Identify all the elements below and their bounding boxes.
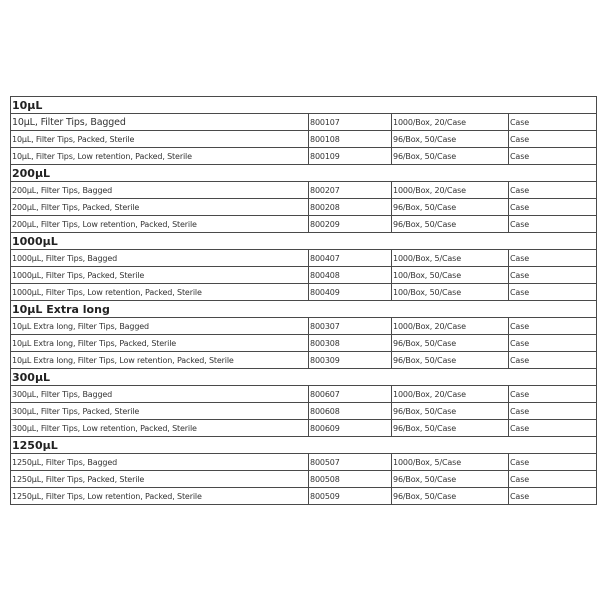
catalog-number: 800307 — [309, 318, 392, 335]
pack-size: 1000/Box, 20/Case — [392, 182, 509, 199]
product-description: 200µL, Filter Tips, Packed, Sterile — [11, 199, 309, 216]
table-row — [11, 420, 597, 437]
product-description: 1250µL, Filter Tips, Packed, Sterile — [11, 471, 309, 488]
pack-size: 100/Box, 50/Case — [392, 284, 509, 301]
product-description: 200µL, Filter Tips, Low retention, Packed, Sterile — [11, 216, 309, 233]
pack-size: 96/Box, 50/Case — [392, 488, 509, 505]
catalog-number: 800409 — [309, 284, 392, 301]
table-row — [11, 199, 597, 216]
section-header-row — [11, 165, 597, 182]
pack-size: 96/Box, 50/Case — [392, 199, 509, 216]
table-row — [11, 216, 597, 233]
table-row — [11, 182, 597, 199]
product-description: 10µL, Filter Tips, Packed, Sterile — [11, 131, 309, 148]
sales-unit: Case — [509, 318, 597, 335]
pack-size: 1000/Box, 20/Case — [392, 318, 509, 335]
sales-unit: Case — [509, 420, 597, 437]
section-title: 1250µL — [11, 437, 597, 454]
table-row — [11, 250, 597, 267]
product-description: 1000µL, Filter Tips, Low retention, Packed, Sterile — [11, 284, 309, 301]
catalog-number: 800207 — [309, 182, 392, 199]
table-row — [11, 352, 597, 369]
table-row — [11, 114, 597, 131]
sales-unit: Case — [509, 267, 597, 284]
catalog-number: 800408 — [309, 267, 392, 284]
section-header-row — [11, 233, 597, 250]
sales-unit: Case — [509, 216, 597, 233]
catalog-number: 800607 — [309, 386, 392, 403]
sales-unit: Case — [509, 131, 597, 148]
catalog-number: 800609 — [309, 420, 392, 437]
sales-unit: Case — [509, 471, 597, 488]
product-description: 10µL Extra long, Filter Tips, Bagged — [11, 318, 309, 335]
product-description: 300µL, Filter Tips, Packed, Sterile — [11, 403, 309, 420]
table-row — [11, 454, 597, 471]
sales-unit: Case — [509, 148, 597, 165]
table-row — [11, 471, 597, 488]
sales-unit: Case — [509, 114, 597, 131]
product-description: 300µL, Filter Tips, Low retention, Packed, Sterile — [11, 420, 309, 437]
sales-unit: Case — [509, 335, 597, 352]
section-header-row — [11, 369, 597, 386]
product-description: 10µL Extra long, Filter Tips, Low retention, Packed, Sterile — [11, 352, 309, 369]
product-description: 1250µL, Filter Tips, Low retention, Packed, Sterile — [11, 488, 309, 505]
catalog-number: 800507 — [309, 454, 392, 471]
product-description: 200µL, Filter Tips, Bagged — [11, 182, 309, 199]
pack-size: 96/Box, 50/Case — [392, 420, 509, 437]
catalog-number: 800109 — [309, 148, 392, 165]
pack-size: 1000/Box, 5/Case — [392, 454, 509, 471]
product-catalog-table — [10, 96, 597, 505]
pack-size: 100/Box, 50/Case — [392, 267, 509, 284]
section-header-row — [11, 437, 597, 454]
section-title: 10µL Extra long — [11, 301, 597, 318]
pack-size: 1000/Box, 20/Case — [392, 386, 509, 403]
sales-unit: Case — [509, 182, 597, 199]
section-title: 300µL — [11, 369, 597, 386]
catalog-body — [11, 97, 597, 505]
sales-unit: Case — [509, 284, 597, 301]
pack-size: 96/Box, 50/Case — [392, 352, 509, 369]
table-row — [11, 131, 597, 148]
table-row — [11, 488, 597, 505]
pack-size: 96/Box, 50/Case — [392, 148, 509, 165]
catalog-number: 800608 — [309, 403, 392, 420]
sales-unit: Case — [509, 488, 597, 505]
pack-size: 96/Box, 50/Case — [392, 335, 509, 352]
section-title: 10µL — [11, 97, 597, 114]
sales-unit: Case — [509, 199, 597, 216]
catalog-number: 800209 — [309, 216, 392, 233]
sales-unit: Case — [509, 250, 597, 267]
section-title: 1000µL — [11, 233, 597, 250]
sales-unit: Case — [509, 352, 597, 369]
product-description: 300µL, Filter Tips, Bagged — [11, 386, 309, 403]
sales-unit: Case — [509, 454, 597, 471]
table-row — [11, 148, 597, 165]
section-header-row — [11, 301, 597, 318]
table-row — [11, 403, 597, 420]
table-row — [11, 386, 597, 403]
product-description: 10µL Extra long, Filter Tips, Packed, Sterile — [11, 335, 309, 352]
product-description: 10µL, Filter Tips, Low retention, Packed, Sterile — [11, 148, 309, 165]
product-description: 1000µL, Filter Tips, Packed, Sterile — [11, 267, 309, 284]
section-header-row — [11, 97, 597, 114]
pack-size: 96/Box, 50/Case — [392, 471, 509, 488]
sales-unit: Case — [509, 386, 597, 403]
catalog-number: 800108 — [309, 131, 392, 148]
pack-size: 96/Box, 50/Case — [392, 216, 509, 233]
pack-size: 96/Box, 50/Case — [392, 131, 509, 148]
product-description: 10µL, Filter Tips, Bagged — [11, 114, 309, 131]
catalog-number: 800407 — [309, 250, 392, 267]
catalog-number: 800508 — [309, 471, 392, 488]
table-row — [11, 267, 597, 284]
product-description: 1250µL, Filter Tips, Bagged — [11, 454, 309, 471]
pack-size: 1000/Box, 5/Case — [392, 250, 509, 267]
catalog-number: 800107 — [309, 114, 392, 131]
table-row — [11, 318, 597, 335]
catalog-number: 800509 — [309, 488, 392, 505]
sales-unit: Case — [509, 403, 597, 420]
table-row — [11, 284, 597, 301]
table-row — [11, 335, 597, 352]
catalog-number: 800309 — [309, 352, 392, 369]
product-description: 1000µL, Filter Tips, Bagged — [11, 250, 309, 267]
section-title: 200µL — [11, 165, 597, 182]
pack-size: 96/Box, 50/Case — [392, 403, 509, 420]
catalog-number: 800208 — [309, 199, 392, 216]
pack-size: 1000/Box, 20/Case — [392, 114, 509, 131]
catalog-number: 800308 — [309, 335, 392, 352]
